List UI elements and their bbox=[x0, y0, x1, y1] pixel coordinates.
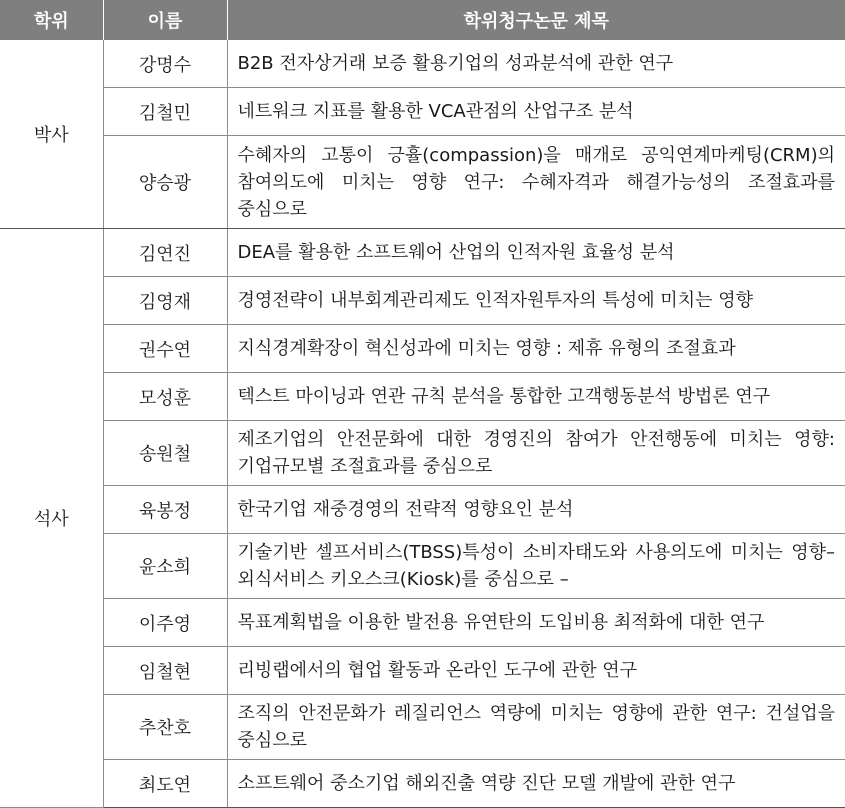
header-title: 학위청구논문 제목 bbox=[227, 0, 845, 40]
table-row bbox=[0, 486, 845, 534]
table-row bbox=[0, 229, 845, 277]
title-cell: 경영전략이 내부회계관리제도 인적자원투자의 특성에 미치는 영향 bbox=[227, 277, 845, 325]
title-cell: 조직의 안전문화가 레질리언스 역량에 미치는 영향에 관한 연구: 건설업을 중심으로 bbox=[227, 695, 845, 760]
table-row bbox=[0, 40, 845, 88]
table-row bbox=[0, 325, 845, 373]
name-cell: 최도연 bbox=[103, 760, 227, 808]
degree-cell-phd: 박사 bbox=[0, 40, 103, 229]
title-cell: 한국기업 재중경영의 전략적 영향요인 분석 bbox=[227, 486, 845, 534]
title-cell: 리빙랩에서의 협업 활동과 온라인 도구에 관한 연구 bbox=[227, 647, 845, 695]
table-row bbox=[0, 88, 845, 136]
name-cell: 임철현 bbox=[103, 647, 227, 695]
name-cell: 윤소희 bbox=[103, 534, 227, 599]
header-degree: 학위 bbox=[0, 0, 103, 40]
title-cell: 텍스트 마이닝과 연관 규칙 분석을 통합한 고객행동분석 방법론 연구 bbox=[227, 373, 845, 421]
title-cell: 제조기업의 안전문화에 대한 경영진의 참여가 안전행동에 미치는 영향:기업규모별 조절효과를 중심으로 bbox=[227, 421, 845, 486]
name-cell: 양승광 bbox=[103, 136, 227, 229]
header-name: 이름 bbox=[103, 0, 227, 40]
name-cell: 육봉정 bbox=[103, 486, 227, 534]
table-row bbox=[0, 421, 845, 486]
title-cell: 소프트웨어 중소기업 해외진출 역량 진단 모델 개발에 관한 연구 bbox=[227, 760, 845, 808]
degree-cell-masters: 석사 bbox=[0, 229, 103, 808]
table-row bbox=[0, 760, 845, 808]
title-cell: DEA를 활용한 소프트웨어 산업의 인적자원 효율성 분석 bbox=[227, 229, 845, 277]
header-row bbox=[0, 0, 845, 40]
title-cell: 기술기반 셀프서비스(TBSS)특성이 소비자태도와 사용의도에 미치는 영향– 외식서비스 키오스크(Kiosk)를 중심으로 – bbox=[227, 534, 845, 599]
name-cell: 김영재 bbox=[103, 277, 227, 325]
table-row bbox=[0, 599, 845, 647]
name-cell: 모성훈 bbox=[103, 373, 227, 421]
name-cell: 추찬호 bbox=[103, 695, 227, 760]
table-row bbox=[0, 136, 845, 229]
title-cell: B2B 전자상거래 보증 활용기업의 성과분석에 관한 연구 bbox=[227, 40, 845, 88]
title-cell: 네트워크 지표를 활용한 VCA관점의 산업구조 분석 bbox=[227, 88, 845, 136]
table-row bbox=[0, 534, 845, 599]
title-cell: 수혜자의 고통이 긍휼(compassion)을 매개로 공익연계마케팅(CRM)의 참여의도에 미치는 영향 연구: 수혜자격과 해결가능성의 조절효과를 중심으로 bbox=[227, 136, 845, 229]
table-row bbox=[0, 695, 845, 760]
table-row bbox=[0, 647, 845, 695]
name-cell: 김연진 bbox=[103, 229, 227, 277]
table-row bbox=[0, 373, 845, 421]
name-cell: 이주영 bbox=[103, 599, 227, 647]
name-cell: 강명수 bbox=[103, 40, 227, 88]
name-cell: 권수연 bbox=[103, 325, 227, 373]
table-row bbox=[0, 277, 845, 325]
title-cell: 지식경계확장이 혁신성과에 미치는 영향 : 제휴 유형의 조절효과 bbox=[227, 325, 845, 373]
name-cell: 김철민 bbox=[103, 88, 227, 136]
title-cell: 목표계획법을 이용한 발전용 유연탄의 도입비용 최적화에 대한 연구 bbox=[227, 599, 845, 647]
name-cell: 송원철 bbox=[103, 421, 227, 486]
